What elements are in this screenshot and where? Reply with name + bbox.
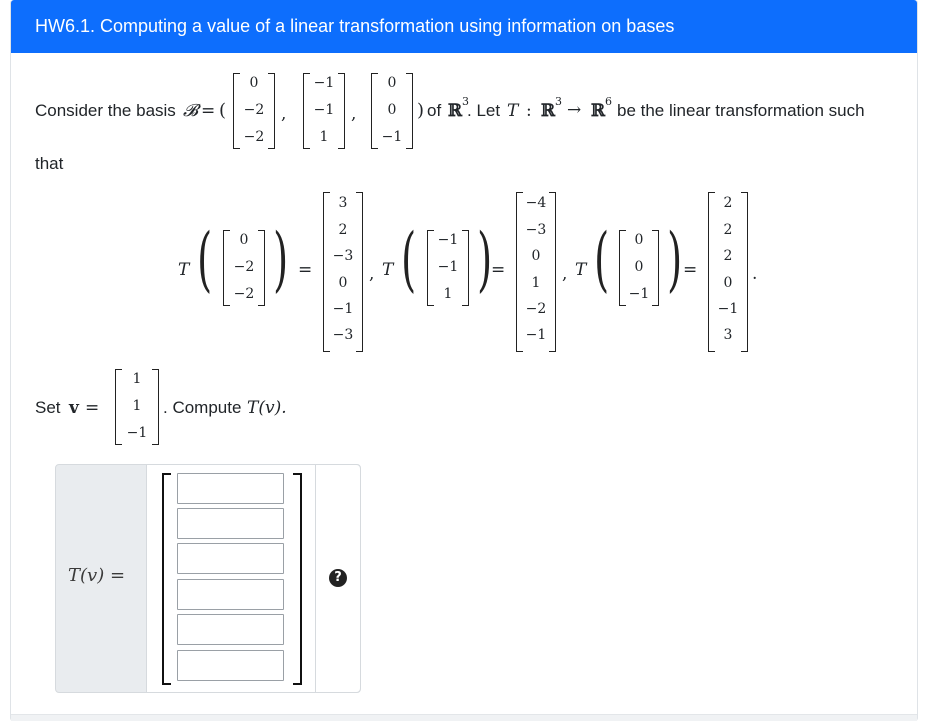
question-title: HW6.1. Computing a value of a linear transformation using information on bases bbox=[11, 0, 917, 53]
matrix-entry: 1 bbox=[319, 129, 329, 145]
matrix-entry: 3 bbox=[723, 327, 733, 343]
equals-sign: = bbox=[298, 260, 313, 280]
matrix-entry: −1 bbox=[313, 75, 335, 91]
comma: , bbox=[281, 104, 287, 124]
matrix-entry: −2 bbox=[233, 286, 255, 302]
basis-vector-2 bbox=[303, 73, 345, 149]
exponent: 3 bbox=[555, 95, 562, 108]
matrix-entry: 2 bbox=[338, 222, 348, 238]
compute-expression: T(v). bbox=[247, 398, 287, 418]
v-symbol: v bbox=[69, 398, 79, 418]
matrix-entry: −1 bbox=[437, 259, 459, 275]
matrix-entry: 2 bbox=[723, 195, 733, 211]
answer-matrix bbox=[146, 465, 316, 692]
set-text: Set bbox=[35, 398, 61, 417]
colon: : bbox=[526, 101, 532, 121]
T-symbol: T bbox=[507, 101, 519, 121]
answer-input-5[interactable] bbox=[177, 614, 284, 645]
T-symbol: T bbox=[382, 260, 394, 280]
answer-input-4[interactable] bbox=[177, 579, 284, 610]
matrix-entry: −2 bbox=[233, 259, 255, 275]
matrix-entry: 0 bbox=[634, 232, 644, 248]
matrix-entry: 3 bbox=[338, 195, 348, 211]
image-vector-1 bbox=[323, 192, 363, 352]
equals-sign: = bbox=[85, 398, 100, 418]
basis-vector-3 bbox=[371, 73, 413, 149]
comma: , bbox=[562, 264, 568, 284]
T-symbol: T bbox=[575, 260, 587, 280]
matrix-entry: 2 bbox=[723, 248, 733, 264]
basis-symbol: 𝓑 bbox=[183, 101, 198, 121]
question-card bbox=[10, 0, 918, 721]
equals-sign: = bbox=[683, 260, 698, 280]
close-paren: ) bbox=[417, 100, 425, 121]
equals-sign: = bbox=[491, 260, 506, 280]
matrix-entry: −2 bbox=[243, 129, 265, 145]
comma: , bbox=[369, 264, 375, 284]
matrix-entry: 1 bbox=[531, 275, 541, 291]
that-text: that bbox=[35, 154, 64, 173]
matrix-entry: −1 bbox=[313, 102, 335, 118]
matrix-entry: 0 bbox=[634, 259, 644, 275]
answer-input-1[interactable] bbox=[177, 473, 284, 504]
close-paren: ) bbox=[477, 218, 493, 300]
matrix-entry: 0 bbox=[249, 75, 259, 91]
open-paren: ( bbox=[401, 218, 417, 300]
matrix-entry: 0 bbox=[387, 102, 397, 118]
matrix-entry: −1 bbox=[126, 425, 148, 441]
exponent: 6 bbox=[605, 95, 612, 108]
matrix-entry: −3 bbox=[525, 222, 547, 238]
matrix-entry: 1 bbox=[132, 398, 142, 414]
matrix-entry: −1 bbox=[332, 301, 354, 317]
T-symbol: T bbox=[178, 260, 190, 280]
equals-sign: = bbox=[201, 101, 216, 121]
image-vector-2 bbox=[516, 192, 556, 352]
close-paren: ) bbox=[667, 218, 683, 300]
basis-vector-1 bbox=[233, 73, 275, 149]
matrix-entry: 0 bbox=[338, 275, 348, 291]
answer-input-3[interactable] bbox=[177, 543, 284, 574]
real-space-symbol: ℝ bbox=[448, 101, 463, 121]
matrix-entry: −3 bbox=[332, 327, 354, 343]
help-area bbox=[316, 465, 360, 692]
answer-label: T(v) = bbox=[68, 565, 126, 586]
be-text: be the linear transformation such bbox=[617, 101, 865, 120]
matrix-entry: −1 bbox=[525, 327, 547, 343]
matrix-entry: −1 bbox=[381, 129, 403, 145]
matrix-entry: 1 bbox=[132, 371, 142, 387]
transform-input-3 bbox=[619, 230, 659, 306]
matrix-entry: 2 bbox=[723, 222, 733, 238]
let-text: . Let bbox=[467, 101, 501, 120]
matrix-entry: −2 bbox=[525, 301, 547, 317]
arrow: → bbox=[567, 100, 582, 120]
comma: , bbox=[351, 104, 357, 124]
matrix-entry: 1 bbox=[443, 286, 453, 302]
image-vector-3 bbox=[708, 192, 748, 352]
question-circle-icon[interactable]: ? bbox=[329, 569, 347, 587]
transform-input-1 bbox=[223, 230, 265, 306]
transform-input-2 bbox=[427, 230, 469, 306]
compute-text: . Compute bbox=[163, 398, 242, 417]
close-paren: ) bbox=[273, 218, 289, 300]
matrix-entry: 0 bbox=[239, 232, 249, 248]
matrix-entry: 0 bbox=[531, 248, 541, 264]
real-space-symbol: ℝ bbox=[541, 101, 556, 121]
v-vector bbox=[115, 369, 159, 445]
left-bracket bbox=[162, 473, 171, 685]
exponent: 3 bbox=[462, 95, 469, 108]
answer-widget bbox=[55, 464, 361, 693]
matrix-entry: −1 bbox=[437, 232, 459, 248]
matrix-entry: −3 bbox=[332, 248, 354, 264]
card-footer bbox=[11, 714, 917, 721]
intro-text: Consider the basis bbox=[35, 101, 176, 120]
answer-input-2[interactable] bbox=[177, 508, 284, 539]
matrix-entry: −2 bbox=[243, 102, 265, 118]
open-paren: ( bbox=[594, 218, 610, 300]
matrix-entry: 0 bbox=[723, 275, 733, 291]
matrix-entry: −1 bbox=[717, 301, 739, 317]
open-paren: ( bbox=[197, 218, 213, 300]
matrix-entry: −4 bbox=[525, 195, 547, 211]
answer-input-6[interactable] bbox=[177, 650, 284, 681]
real-space-symbol: ℝ bbox=[591, 101, 606, 121]
matrix-entry: −1 bbox=[628, 286, 650, 302]
matrix-entry: 0 bbox=[387, 75, 397, 91]
of-text: of bbox=[427, 101, 442, 120]
right-bracket bbox=[293, 473, 302, 685]
period: . bbox=[752, 264, 758, 284]
open-paren: ( bbox=[219, 100, 227, 121]
